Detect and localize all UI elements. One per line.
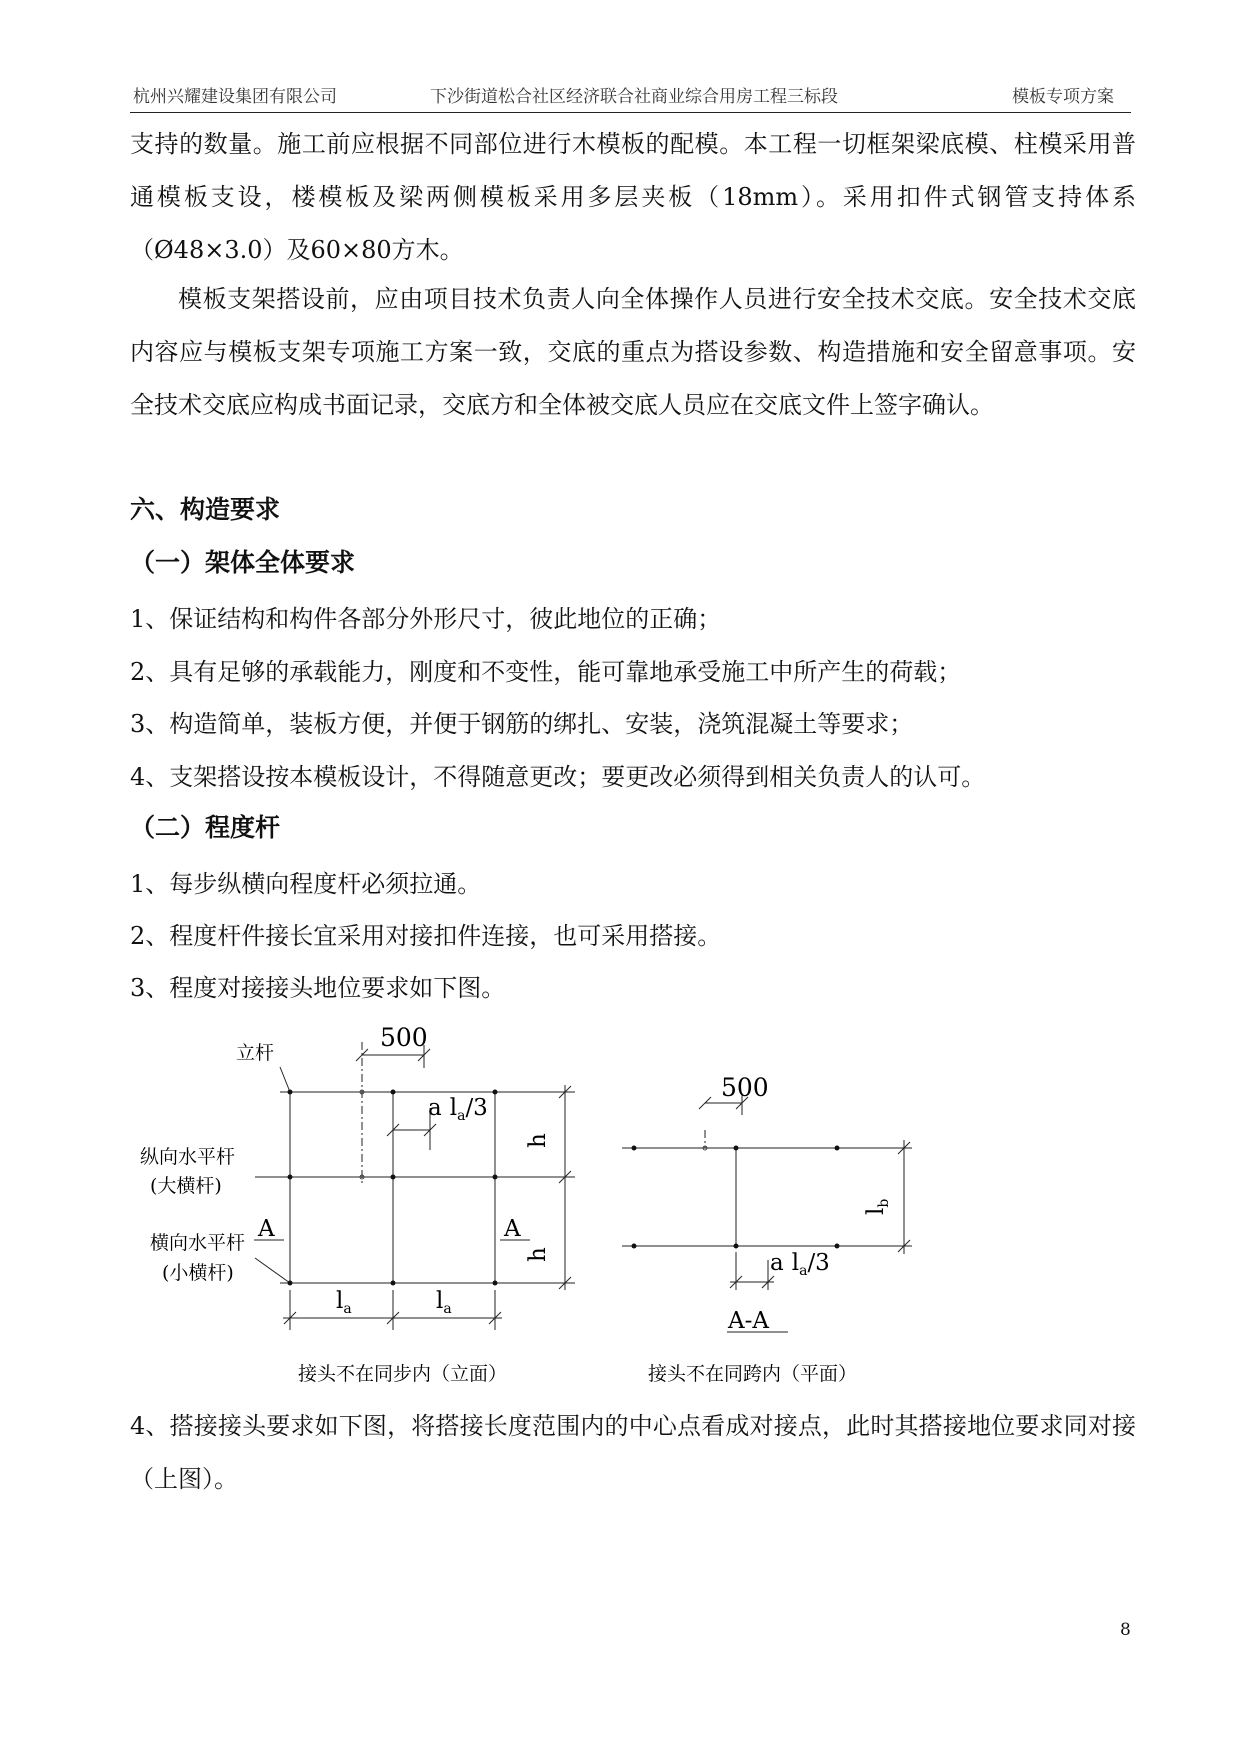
dim-la-2: $l_a$ bbox=[436, 1288, 452, 1317]
section-title-aa: A-A bbox=[728, 1308, 769, 1334]
dim-a-right: a $l_a/3$ bbox=[770, 1250, 830, 1279]
bar-item-1: 1、每步纵横向程度杆必须拉通。 bbox=[130, 870, 482, 898]
dim-h-lower: h bbox=[525, 1247, 551, 1262]
label-cross-bar-2: (小横杆) bbox=[162, 1262, 234, 1284]
caption-plan: 接头不在同跨内（平面） bbox=[648, 1363, 858, 1385]
dim-lb: $l_b$ bbox=[863, 1198, 892, 1215]
after-figure-block bbox=[130, 1400, 1136, 1506]
requirement-item-1: 1、保证结构和构件各部分外形尺寸，彼此地位的正确； bbox=[130, 605, 722, 633]
requirement-item-2: 2、具有足够的承载能力，刚度和不变性，能可靠地承受施工中所产生的荷载； bbox=[130, 658, 962, 686]
paragraph-1-block bbox=[130, 118, 1136, 277]
header-doc-type: 模板专项方案 bbox=[1012, 87, 1114, 107]
joint-position-diagram bbox=[0, 1025, 1241, 1405]
dim-500-right: 500 bbox=[721, 1073, 769, 1102]
dim-a-left: a $l_a/3$ bbox=[428, 1095, 488, 1124]
subsection-2-title: （二）程度杆 bbox=[130, 813, 281, 842]
paragraph-2: 模板支架搭设前，应由项目技术负责人向全体操作人员进行安全技术交底。安全技术交底内容应与模板支架专项施工方案一致，交底的重点为搭设参数、构造措施和安全留意事项。安全技术交底应构成书面记录，交底方和全体被交底人员应在交底文件上签字确认。 bbox=[130, 285, 1136, 419]
header-rule bbox=[130, 112, 1131, 113]
bar-item-3: 3、程度对接接头地位要求如下图。 bbox=[130, 974, 506, 1002]
label-long-bar-2: (大横杆) bbox=[150, 1175, 222, 1197]
section-6-title: 六、构造要求 bbox=[130, 495, 281, 524]
label-cross-bar-1: 横向水平杆 bbox=[150, 1232, 246, 1254]
section-mark-a-right: A bbox=[504, 1216, 521, 1242]
header-company: 杭州兴耀建设集团有限公司 bbox=[133, 87, 337, 107]
lap-joint-item-4: 4、搭接接头要求如下图，将搭接长度范围内的中心点看成对接点，此时其搭接地位要求同对接（上图）。 bbox=[130, 1412, 1136, 1493]
requirement-item-3: 3、构造简单，装板方便，并便于钢筋的绑扎、安装，浇筑混凝土等要求； bbox=[130, 710, 914, 738]
header-project: 下沙街道松合社区经济联合社商业综合用房工程三标段 bbox=[430, 87, 838, 107]
dim-h-upper: h bbox=[525, 1133, 551, 1148]
subsection-1-title: （一）架体全体要求 bbox=[130, 548, 356, 577]
caption-elevation: 接头不在同步内（立面） bbox=[298, 1363, 508, 1385]
label-vertical-pole: 立杆 bbox=[236, 1042, 275, 1064]
dim-500-left: 500 bbox=[380, 1025, 428, 1052]
dim-la-1: $l_a$ bbox=[336, 1288, 352, 1317]
label-long-bar-1: 纵向水平杆 bbox=[140, 1146, 236, 1168]
paragraph-2-block bbox=[130, 273, 1136, 432]
bar-item-2: 2、程度杆件接长宜采用对接扣件连接，也可采用搭接。 bbox=[130, 922, 722, 950]
paragraph-1: 支持的数量。施工前应根据不同部位进行木模板的配模。本工程一切框架梁底模、柱模采用普通模板支设，楼模板及梁两侧模板采用多层夹板（18mm）。采用扣件式钢管支持体系（Ø48×3.0）及60×80方木。 bbox=[130, 130, 1136, 264]
requirement-item-4: 4、支架搭设按本模板设计，不得随意更改；要更改必须得到相关负责人的认可。 bbox=[130, 763, 986, 791]
page-number: 8 bbox=[1120, 1620, 1131, 1640]
section-mark-a-left: A bbox=[258, 1216, 275, 1242]
